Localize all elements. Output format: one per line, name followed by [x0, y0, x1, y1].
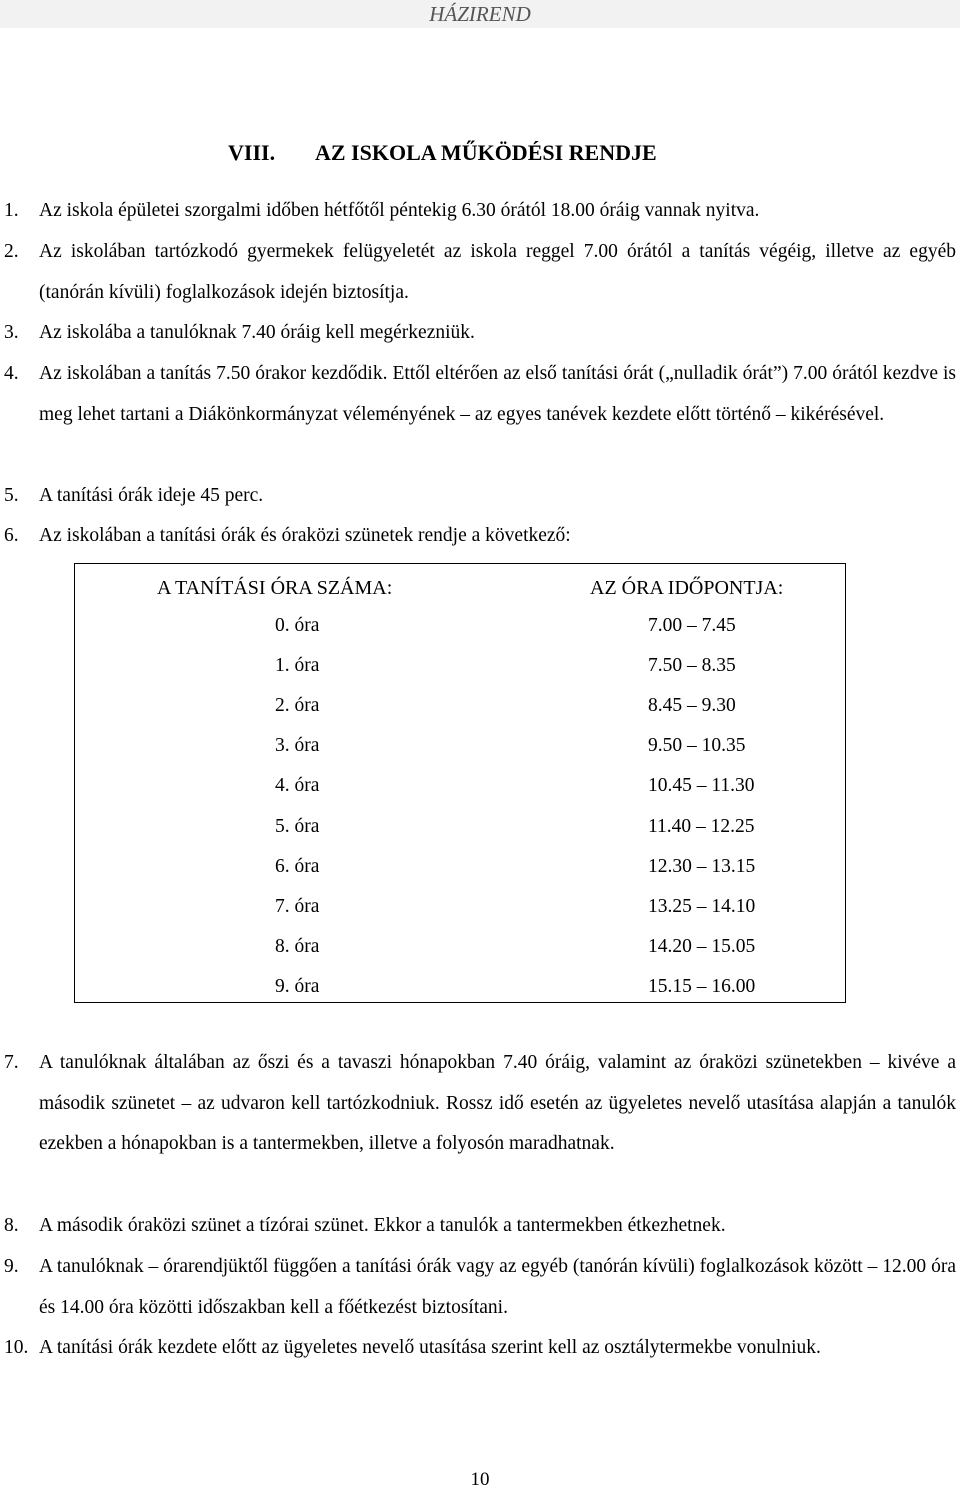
- item-text: A tanítási órák ideje 45 perc.: [39, 485, 264, 506]
- lesson-time: 8.45 – 9.30: [648, 695, 736, 716]
- lesson-time: 12.30 – 13.15: [648, 856, 756, 877]
- list-item: [4, 191, 956, 232]
- item-text: Az iskolába a tanulóknak 7.40 óráig kell megérkezniük.: [39, 322, 475, 343]
- page-header: HÁZIREND: [0, 0, 960, 28]
- lesson-number: 0. óra: [275, 615, 320, 636]
- item-number: 8.: [4, 1215, 19, 1236]
- item-text: A tanítási órák kezdete előtt az ügyeletes nevelő utasítása szerint kell az osztálytermekbe vonulniuk.: [39, 1337, 821, 1358]
- lesson-number: 7. óra: [275, 896, 320, 917]
- lesson-number: 2. óra: [275, 695, 320, 716]
- lesson-number: 4. óra: [275, 775, 320, 796]
- lesson-number: 1. óra: [275, 655, 320, 676]
- list-item: [4, 232, 956, 313]
- lesson-time: 13.25 – 14.10: [648, 896, 756, 917]
- item-text: Az iskolában tartózkodó gyermekek felügyeletét az iskola reggel 7.00 órától a tanítás végéig, illetve az egyéb (tanórán kívüli) foglalkozások idején biztosítja.: [39, 241, 956, 303]
- table-row: [75, 606, 845, 646]
- item-text: A tanulóknak – órarendjüktől függően a tanítási órák vagy az egyéb (tanórán kívüli) foglalkozások között – 12.00 óra és 14.00 óra közötti időszakban kell a főétkezést biztosítani.: [39, 1256, 956, 1318]
- item-number: 3.: [4, 322, 19, 343]
- table-header-lesson-number: A TANÍTÁSI ÓRA SZÁMA:: [157, 577, 393, 599]
- table-row: [75, 847, 845, 887]
- page-number: 10: [470, 1469, 490, 1490]
- lesson-number: 8. óra: [275, 936, 320, 957]
- lesson-number: 9. óra: [275, 976, 320, 997]
- lesson-number: 5. óra: [275, 816, 320, 837]
- table-header-lesson-time: AZ ÓRA IDŐPONTJA:: [590, 577, 784, 599]
- list-item: [4, 516, 956, 557]
- item-text: Az iskolában a tanítás 7.50 órakor kezdődik. Ettől eltérően az első tanítási órát („nulladik órát”) 7.00 órától kezdve is meg lehet tartani a Diákönkormányzat véleményének – az egyes tanévek kezdete előtt történő – kikérésével.: [39, 363, 956, 425]
- list-item: [4, 354, 956, 435]
- lesson-time: 9.50 – 10.35: [648, 735, 746, 756]
- item-text: A tanulóknak általában az őszi és a tavaszi hónapokban 7.40 óráig, valamint az óraközi szünetekben – kivéve a második szünetet – az udvaron kell tartózkodniuk. Rossz idő esetén az ügyeletes nevelő utasítása alapján a tanulók ezekben a hónapokban is a tantermekben, illetve a folyosón maradhatnak.: [39, 1052, 956, 1154]
- lesson-number: 6. óra: [275, 856, 320, 877]
- table-row: [75, 726, 845, 766]
- item-number: 5.: [4, 485, 19, 506]
- section-heading: [228, 138, 657, 168]
- item-number: 7.: [4, 1052, 19, 1073]
- lesson-number: 3. óra: [275, 735, 320, 756]
- item-text: Az iskola épületei szorgalmi időben hétfőtől péntekig 6.30 órától 18.00 óráig vannak nyitva.: [39, 200, 760, 221]
- lesson-time: 11.40 – 12.25: [648, 816, 755, 837]
- list-item: [4, 1328, 956, 1369]
- item-text: Az iskolában a tanítási órák és óraközi szünetek rendje a következő:: [39, 525, 571, 546]
- lesson-time: 14.20 – 15.05: [648, 936, 756, 957]
- list-item: [4, 1043, 956, 1165]
- lesson-schedule-table: [74, 563, 846, 1003]
- item-number: 4.: [4, 363, 19, 384]
- item-number: 6.: [4, 525, 19, 546]
- table-row: [75, 646, 845, 686]
- item-text: A második óraközi szünet a tízórai szünet. Ekkor a tanulók a tantermekben étkezhetnek.: [39, 1215, 726, 1236]
- lesson-time: 7.50 – 8.35: [648, 655, 736, 676]
- table-row: [75, 686, 845, 726]
- list-item: [4, 313, 956, 354]
- list-item: [4, 1247, 956, 1328]
- table-row: [75, 927, 845, 967]
- item-number: 2.: [4, 241, 19, 262]
- section-title: AZ ISKOLA MŰKÖDÉSI RENDJE: [315, 140, 657, 165]
- item-number: 9.: [4, 1256, 19, 1277]
- list-item: [4, 476, 956, 517]
- lesson-time: 10.45 – 11.30: [648, 775, 755, 796]
- table-row: [75, 766, 845, 806]
- table-row: [75, 887, 845, 927]
- list-item: [4, 1206, 956, 1247]
- table-row: [75, 807, 845, 847]
- section-number: VIII.: [228, 140, 276, 165]
- lesson-time: 15.15 – 16.00: [648, 976, 756, 997]
- lesson-time: 7.00 – 7.45: [648, 615, 736, 636]
- item-number: 10.: [4, 1337, 29, 1358]
- table-row: [75, 967, 845, 1007]
- item-number: 1.: [4, 200, 19, 221]
